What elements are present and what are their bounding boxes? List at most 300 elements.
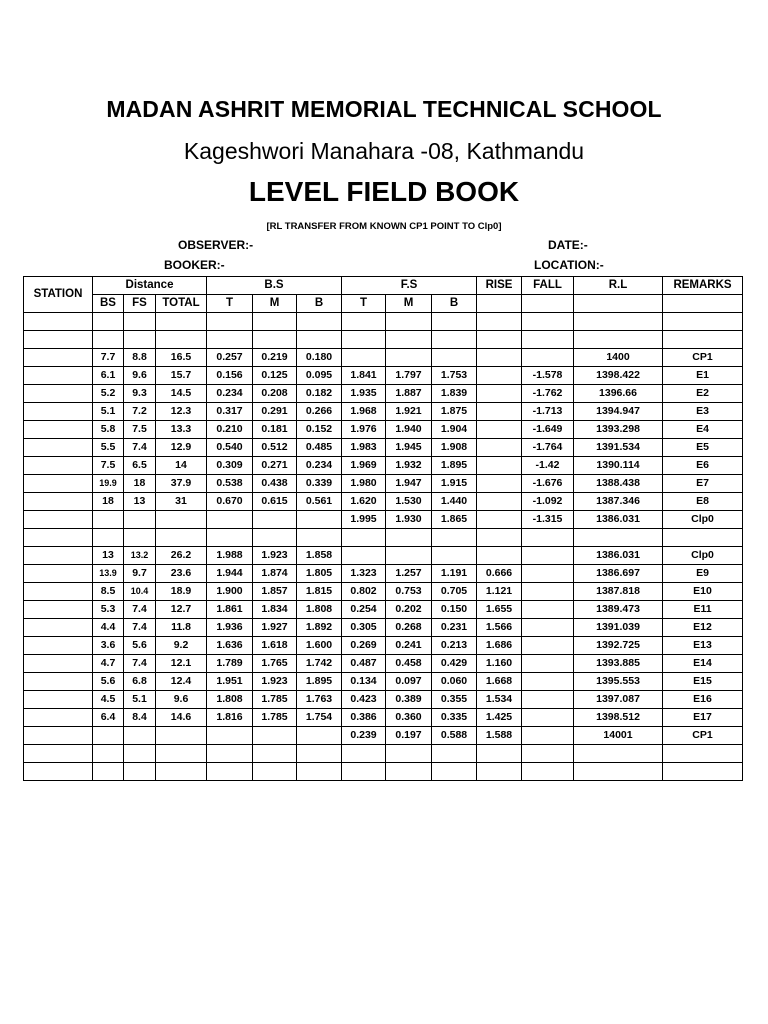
table-cell: 0.670: [207, 493, 253, 511]
table-cell: 0.429: [432, 655, 477, 673]
table-cell: 5.5: [93, 439, 124, 457]
table-cell: [522, 655, 574, 673]
table-cell: 1.983: [342, 439, 386, 457]
table-cell: 0.208: [253, 385, 297, 403]
table-cell: 1393.885: [574, 655, 663, 673]
table-cell: [386, 547, 432, 565]
table-cell: [574, 331, 663, 349]
subheader-cell: FS: [124, 295, 156, 313]
table-cell: [522, 331, 574, 349]
table-cell: 1.951: [207, 673, 253, 691]
table-cell: 1.887: [386, 385, 432, 403]
table-cell: 5.6: [93, 673, 124, 691]
subheader-cell: T: [207, 295, 253, 313]
table-row: [24, 367, 743, 385]
table-cell: 0.095: [297, 367, 342, 385]
table-cell: 14: [156, 457, 207, 475]
table-row: [24, 637, 743, 655]
table-cell: [477, 385, 522, 403]
blank-row: [24, 313, 743, 331]
table-cell: 0.615: [253, 493, 297, 511]
table-cell: [24, 313, 93, 331]
table-cell: E6: [663, 457, 743, 475]
table-cell: 1.944: [207, 565, 253, 583]
table-cell: 10.4: [124, 583, 156, 601]
table-cell: 1397.087: [574, 691, 663, 709]
table-cell: [432, 349, 477, 367]
table-cell: 14.6: [156, 709, 207, 727]
subheader-cell: [663, 295, 743, 313]
table-cell: 1.785: [253, 691, 297, 709]
table-cell: 5.1: [124, 691, 156, 709]
table-cell: [522, 547, 574, 565]
table-cell: 0.423: [342, 691, 386, 709]
table-cell: 1.839: [432, 385, 477, 403]
table-cell: 0.269: [342, 637, 386, 655]
header-station: STATION: [24, 277, 93, 313]
table-cell: 1.935: [342, 385, 386, 403]
location-label: LOCATION:-: [534, 258, 604, 272]
table-cell: [477, 547, 522, 565]
table-cell: [24, 691, 93, 709]
table-cell: 1386.031: [574, 511, 663, 529]
table-cell: 1.841: [342, 367, 386, 385]
table-cell: 12.9: [156, 439, 207, 457]
table-cell: 1398.422: [574, 367, 663, 385]
table-cell: 1.686: [477, 637, 522, 655]
table-cell: [124, 727, 156, 745]
table-row: [24, 547, 743, 565]
table-cell: 1.636: [207, 637, 253, 655]
table-cell: 0.156: [207, 367, 253, 385]
table-cell: [24, 637, 93, 655]
table-cell: [574, 745, 663, 763]
table-cell: 0.060: [432, 673, 477, 691]
table-cell: 1.908: [432, 439, 477, 457]
table-cell: [663, 313, 743, 331]
table-cell: 1.857: [253, 583, 297, 601]
table-cell: [522, 763, 574, 781]
subheader-cell: B: [432, 295, 477, 313]
table-cell: [253, 511, 297, 529]
table-cell: [342, 313, 386, 331]
table-cell: [93, 529, 124, 547]
table-cell: 8.8: [124, 349, 156, 367]
table-cell: [253, 331, 297, 349]
table-cell: [522, 349, 574, 367]
table-cell: 13.3: [156, 421, 207, 439]
table-cell: [24, 763, 93, 781]
table-cell: 18.9: [156, 583, 207, 601]
table-cell: [253, 529, 297, 547]
table-cell: E7: [663, 475, 743, 493]
table-cell: 0.438: [253, 475, 297, 493]
table-cell: 7.5: [93, 457, 124, 475]
table-cell: [477, 475, 522, 493]
subheader-cell: TOTAL: [156, 295, 207, 313]
table-cell: 1.425: [477, 709, 522, 727]
table-cell: 0.561: [297, 493, 342, 511]
table-cell: 7.5: [124, 421, 156, 439]
table-row: [24, 349, 743, 367]
table-cell: 5.6: [124, 637, 156, 655]
school-name: MADAN ASHRIT MEMORIAL TECHNICAL SCHOOL: [106, 96, 662, 122]
table-cell: 1391.039: [574, 619, 663, 637]
table-cell: 1.530: [386, 493, 432, 511]
table-cell: [24, 709, 93, 727]
table-cell: [522, 619, 574, 637]
table-cell: 0.753: [386, 583, 432, 601]
table-row: [24, 565, 743, 583]
table-cell: 1.892: [297, 619, 342, 637]
table-cell: [522, 583, 574, 601]
table-cell: 1.932: [386, 457, 432, 475]
table-cell: [207, 529, 253, 547]
table-row: [24, 493, 743, 511]
table-cell: [207, 745, 253, 763]
table-cell: 7.2: [124, 403, 156, 421]
table-cell: 1.945: [386, 439, 432, 457]
table-cell: [477, 439, 522, 457]
table-cell: 6.4: [93, 709, 124, 727]
table-row: [24, 691, 743, 709]
table-cell: Clp0: [663, 511, 743, 529]
school-address: Kageshwori Manahara -08, Kathmandu: [183, 138, 585, 164]
blank-row: [24, 763, 743, 781]
table-cell: 1.655: [477, 601, 522, 619]
table-cell: E1: [663, 367, 743, 385]
table-cell: 1.895: [297, 673, 342, 691]
table-cell: -1.713: [522, 403, 574, 421]
header-distance: Distance: [93, 277, 207, 295]
table-cell: [522, 313, 574, 331]
table-cell: E9: [663, 565, 743, 583]
table-cell: E16: [663, 691, 743, 709]
table-cell: [386, 763, 432, 781]
table-cell: 1.861: [207, 601, 253, 619]
table-cell: 1.534: [477, 691, 522, 709]
table-cell: [386, 313, 432, 331]
table-cell: 9.6: [124, 367, 156, 385]
header-row-sub: [24, 295, 743, 313]
table-row: [24, 421, 743, 439]
table-cell: [24, 619, 93, 637]
table-cell: 1394.947: [574, 403, 663, 421]
table-cell: CP1: [663, 727, 743, 745]
table-cell: CP1: [663, 349, 743, 367]
table-cell: 1.834: [253, 601, 297, 619]
table-cell: [522, 709, 574, 727]
table-cell: [522, 691, 574, 709]
table-cell: 1.323: [342, 565, 386, 583]
table-cell: 0.268: [386, 619, 432, 637]
table-cell: 0.213: [432, 637, 477, 655]
table-cell: 0.097: [386, 673, 432, 691]
table-cell: 0.487: [342, 655, 386, 673]
table-cell: [386, 331, 432, 349]
table-cell: [156, 529, 207, 547]
table-cell: 0.257: [207, 349, 253, 367]
table-row: [24, 619, 743, 637]
table-cell: -1.764: [522, 439, 574, 457]
page-subtitle: [RL TRANSFER FROM KNOWN CP1 POINT TO Clp0]: [266, 221, 502, 232]
table-cell: 8.5: [93, 583, 124, 601]
table-cell: [663, 331, 743, 349]
table-cell: Clp0: [663, 547, 743, 565]
table-cell: [253, 745, 297, 763]
table-cell: -1.762: [522, 385, 574, 403]
table-cell: 9.6: [156, 691, 207, 709]
table-cell: 0.317: [207, 403, 253, 421]
table-cell: 12.4: [156, 673, 207, 691]
table-cell: E14: [663, 655, 743, 673]
table-cell: 0.360: [386, 709, 432, 727]
table-cell: 0.231: [432, 619, 477, 637]
table-cell: 1.815: [297, 583, 342, 601]
table-cell: [477, 367, 522, 385]
table-cell: 5.8: [93, 421, 124, 439]
table-cell: 0.588: [432, 727, 477, 745]
table-cell: 0.125: [253, 367, 297, 385]
table-cell: [93, 331, 124, 349]
table-cell: [207, 511, 253, 529]
table-cell: 19.9: [93, 475, 124, 493]
table-cell: 0.271: [253, 457, 297, 475]
table-cell: -1.649: [522, 421, 574, 439]
table-cell: 13: [124, 493, 156, 511]
table-cell: [432, 763, 477, 781]
table-cell: [297, 511, 342, 529]
table-cell: 1.875: [432, 403, 477, 421]
table-cell: 1387.346: [574, 493, 663, 511]
table-cell: -1.676: [522, 475, 574, 493]
table-cell: 0.181: [253, 421, 297, 439]
table-cell: 1.763: [297, 691, 342, 709]
table-cell: [477, 529, 522, 547]
table-cell: E12: [663, 619, 743, 637]
table-cell: 13: [93, 547, 124, 565]
table-cell: 0.386: [342, 709, 386, 727]
table-cell: [24, 511, 93, 529]
table-cell: 11.8: [156, 619, 207, 637]
header-fall: FALL: [522, 277, 574, 295]
table-cell: [24, 547, 93, 565]
table-cell: [24, 457, 93, 475]
table-cell: [477, 511, 522, 529]
table-cell: 1.927: [253, 619, 297, 637]
table-cell: 1.816: [207, 709, 253, 727]
table-cell: 1398.512: [574, 709, 663, 727]
table-cell: [24, 367, 93, 385]
table-row: [24, 673, 743, 691]
table-row: [24, 475, 743, 493]
table-row: [24, 385, 743, 403]
table-cell: 1389.473: [574, 601, 663, 619]
table-cell: 7.4: [124, 601, 156, 619]
table-cell: 0.234: [207, 385, 253, 403]
table-cell: 0.234: [297, 457, 342, 475]
table-cell: 1390.114: [574, 457, 663, 475]
table-cell: E17: [663, 709, 743, 727]
table-cell: E4: [663, 421, 743, 439]
table-cell: 1.976: [342, 421, 386, 439]
table-cell: 5.1: [93, 403, 124, 421]
table-cell: 1.754: [297, 709, 342, 727]
table-cell: 7.4: [124, 439, 156, 457]
table-cell: 1386.031: [574, 547, 663, 565]
table-cell: 1400: [574, 349, 663, 367]
table-cell: 1391.534: [574, 439, 663, 457]
table-cell: 12.1: [156, 655, 207, 673]
table-cell: [24, 331, 93, 349]
table-cell: [432, 313, 477, 331]
table-cell: 9.3: [124, 385, 156, 403]
table-cell: [24, 529, 93, 547]
table-cell: 0.802: [342, 583, 386, 601]
table-cell: [207, 763, 253, 781]
table-cell: 7.4: [124, 619, 156, 637]
subheader-cell: [574, 295, 663, 313]
table-cell: [663, 763, 743, 781]
table-cell: 1.765: [253, 655, 297, 673]
table-cell: [24, 583, 93, 601]
table-cell: [477, 349, 522, 367]
table-cell: [253, 763, 297, 781]
observer-label: OBSERVER:-: [178, 238, 254, 252]
table-cell: [522, 601, 574, 619]
table-cell: -1.578: [522, 367, 574, 385]
table-cell: [124, 313, 156, 331]
table-cell: [297, 745, 342, 763]
table-cell: 0.291: [253, 403, 297, 421]
table-cell: 9.7: [124, 565, 156, 583]
table-cell: [24, 655, 93, 673]
table-cell: [477, 421, 522, 439]
table-cell: [477, 763, 522, 781]
table-cell: [477, 331, 522, 349]
table-cell: [342, 331, 386, 349]
subheader-cell: B: [297, 295, 342, 313]
table-cell: 1393.298: [574, 421, 663, 439]
table-cell: 0.512: [253, 439, 297, 457]
table-cell: 0.239: [342, 727, 386, 745]
table-cell: 1.566: [477, 619, 522, 637]
table-cell: 0.254: [342, 601, 386, 619]
table-cell: [297, 331, 342, 349]
header-rise: RISE: [477, 277, 522, 295]
table-cell: [522, 637, 574, 655]
table-cell: E15: [663, 673, 743, 691]
table-row: [24, 709, 743, 727]
subheader-cell: [522, 295, 574, 313]
table-cell: [574, 763, 663, 781]
table-cell: [342, 763, 386, 781]
table-cell: [207, 727, 253, 745]
table-cell: [386, 529, 432, 547]
table-cell: 0.335: [432, 709, 477, 727]
table-cell: 16.5: [156, 349, 207, 367]
table-cell: 6.1: [93, 367, 124, 385]
table-cell: [342, 547, 386, 565]
table-cell: 7.4: [124, 655, 156, 673]
table-cell: 1.968: [342, 403, 386, 421]
table-cell: 1.785: [253, 709, 297, 727]
table-cell: 4.4: [93, 619, 124, 637]
table-row: [24, 583, 743, 601]
table-cell: [342, 529, 386, 547]
table-cell: [93, 745, 124, 763]
level-field-book-table: [23, 276, 743, 781]
table-cell: 1.160: [477, 655, 522, 673]
table-cell: 1.904: [432, 421, 477, 439]
table-cell: [156, 763, 207, 781]
table-cell: [522, 727, 574, 745]
table-cell: 26.2: [156, 547, 207, 565]
header-fs: F.S: [342, 277, 477, 295]
table-cell: [297, 727, 342, 745]
table-cell: [432, 745, 477, 763]
table-cell: E8: [663, 493, 743, 511]
table-cell: 0.150: [432, 601, 477, 619]
table-cell: E3: [663, 403, 743, 421]
table-cell: [477, 493, 522, 511]
table-cell: [156, 745, 207, 763]
table-cell: 1.940: [386, 421, 432, 439]
table-cell: [297, 313, 342, 331]
table-cell: 1.797: [386, 367, 432, 385]
table-cell: 4.5: [93, 691, 124, 709]
table-cell: [156, 511, 207, 529]
subheader-cell: BS: [93, 295, 124, 313]
table-cell: [477, 403, 522, 421]
table-cell: 1.742: [297, 655, 342, 673]
header-row-groups: [24, 277, 743, 295]
table-row: [24, 601, 743, 619]
table-cell: 6.5: [124, 457, 156, 475]
table-cell: [93, 763, 124, 781]
table-cell: 0.182: [297, 385, 342, 403]
table-cell: [253, 313, 297, 331]
table-cell: 1.808: [207, 691, 253, 709]
table-row: [24, 439, 743, 457]
table-cell: 0.666: [477, 565, 522, 583]
table-cell: 1.805: [297, 565, 342, 583]
table-cell: [24, 439, 93, 457]
page-title: LEVEL FIELD BOOK: [248, 176, 520, 207]
table-cell: [663, 745, 743, 763]
table-cell: 0.180: [297, 349, 342, 367]
table-cell: [24, 727, 93, 745]
table-cell: [207, 331, 253, 349]
table-cell: [342, 349, 386, 367]
table-cell: 13.2: [124, 547, 156, 565]
table-cell: 1.921: [386, 403, 432, 421]
table-cell: 15.7: [156, 367, 207, 385]
table-cell: 8.4: [124, 709, 156, 727]
blank-row: [24, 745, 743, 763]
table-cell: 6.8: [124, 673, 156, 691]
table-cell: 1387.818: [574, 583, 663, 601]
table-cell: [253, 727, 297, 745]
table-cell: 1392.725: [574, 637, 663, 655]
table-cell: 1.600: [297, 637, 342, 655]
table-cell: [24, 565, 93, 583]
table-cell: 1.620: [342, 493, 386, 511]
table-cell: 1.895: [432, 457, 477, 475]
table-cell: 1.947: [386, 475, 432, 493]
table-cell: [522, 565, 574, 583]
table-cell: 1.753: [432, 367, 477, 385]
